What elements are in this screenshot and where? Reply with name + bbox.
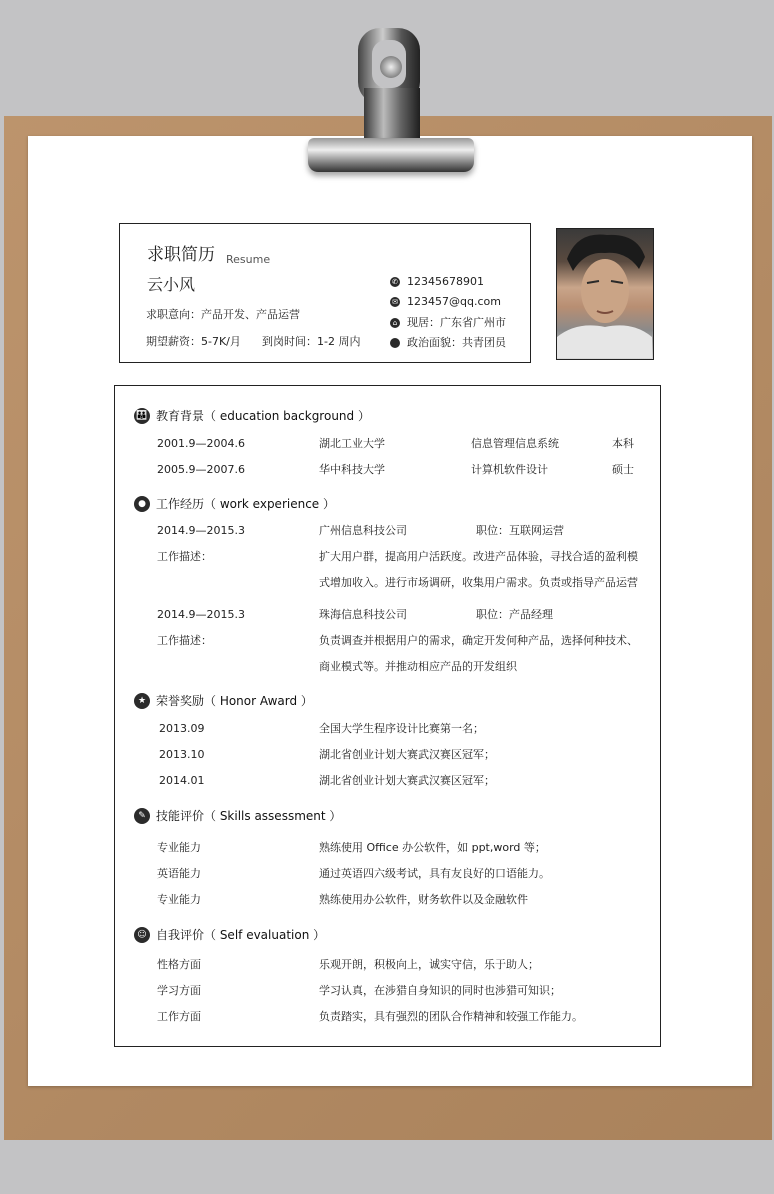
honor-date: 2013.09 [159, 722, 205, 735]
resume-title-en: Resume [226, 253, 271, 266]
contact-phone: 12345678901 [407, 275, 484, 288]
education-title: 教育背景（ education background ） [156, 409, 370, 423]
work-icon: ● [134, 496, 150, 512]
profile-photo [556, 228, 654, 360]
self-label: 性格方面 [157, 958, 201, 971]
honor-text: 湖北省创业计划大赛武汉赛区冠军； [319, 748, 495, 761]
skills-icon: ✎ [134, 808, 150, 824]
honor-title: 荣誉奖励（ Honor Award ） [156, 694, 313, 708]
edu-school: 华中科技大学 [319, 463, 385, 476]
edu-major: 计算机软件设计 [471, 463, 548, 476]
edu-date: 2005.9—2007.6 [157, 463, 245, 476]
edu-major: 信息管理信息系统 [471, 437, 559, 450]
self-text: 乐观开朗，积极向上，诚实守信，乐于助人； [319, 958, 539, 971]
candidate-name: 云小风 [147, 275, 196, 294]
email-icon: ✉ [390, 297, 400, 307]
contact-email: 123457@qq.com [407, 295, 501, 308]
work-position: 职位：产品经理 [476, 608, 553, 621]
self-label: 工作方面 [157, 1010, 201, 1023]
work-desc-label: 工作描述： [157, 550, 212, 563]
skill-text: 通过英语四六级考试，具有友良好的口语能力。 [319, 867, 550, 880]
arrival-time: 到岗时间：1-2 周内 [262, 335, 361, 348]
resume-title: 求职简历 [147, 245, 215, 265]
work-company: 珠海信息科技公司 [319, 608, 407, 621]
contact-politics: 政治面貌：共青团员 [407, 336, 506, 349]
education-icon: 👪 [134, 408, 150, 424]
self-title: 自我评价（ Self evaluation ） [156, 928, 326, 942]
contact-location: 现居：广东省广州市 [407, 316, 506, 329]
honor-date: 2014.01 [159, 774, 205, 787]
skills-title: 技能评价（ Skills assessment ） [156, 809, 342, 823]
job-intent: 求职意向：产品开发、产品运营 [146, 308, 300, 321]
honor-text: 全国大学生程序设计比赛第一名； [319, 722, 484, 735]
self-label: 学习方面 [157, 984, 201, 997]
expected-salary: 期望薪资：5-7K/月 [146, 335, 241, 348]
skill-label: 专业能力 [157, 841, 201, 854]
honor-text: 湖北省创业计划大赛武汉赛区冠军； [319, 774, 495, 787]
work-desc-line: 负责调查并根据用户的需求，确定开发何种产品，选择何种技术、 [319, 634, 638, 647]
work-date: 2014.9—2015.3 [157, 608, 245, 621]
edu-degree: 本科 [612, 437, 634, 450]
binder-clip-body [364, 88, 420, 144]
edu-degree: 硕士 [612, 463, 634, 476]
work-position: 职位：互联网运营 [476, 524, 564, 537]
edu-school: 湖北工业大学 [319, 437, 385, 450]
skill-label: 专业能力 [157, 893, 201, 906]
work-desc-line: 商业模式等。并推动相应产品的开发组织 [319, 660, 517, 673]
skill-label: 英语能力 [157, 867, 201, 880]
politics-icon [390, 338, 400, 348]
work-desc-line: 式增加收入。进行市场调研，收集用户需求。负责或指导产品运营 [319, 576, 638, 589]
phone-icon: ✆ [390, 277, 400, 287]
skill-text: 熟练使用 Office 办公软件，如 ppt,word 等； [319, 841, 546, 854]
self-text: 学习认真，在涉猎自身知识的同时也涉猎可知识； [319, 984, 561, 997]
location-icon: ⌂ [390, 318, 400, 328]
work-date: 2014.9—2015.3 [157, 524, 245, 537]
work-desc-label: 工作描述： [157, 634, 212, 647]
person-icon: ☺ [134, 927, 150, 943]
content-box [114, 385, 661, 1047]
binder-clip-base [308, 138, 474, 172]
star-icon: ★ [134, 693, 150, 709]
work-company: 广州信息科技公司 [319, 524, 407, 537]
self-text: 负责踏实，具有强烈的团队合作精神和较强工作能力。 [319, 1010, 583, 1023]
binder-clip-rivet [380, 56, 402, 78]
skill-text: 熟练使用办公软件，财务软件以及金融软件 [319, 893, 528, 906]
work-title: 工作经历（ work experience ） [156, 497, 335, 511]
work-desc-line: 扩大用户群，提高用户活跃度。改进产品体验，寻找合适的盈利模 [319, 550, 638, 563]
honor-date: 2013.10 [159, 748, 205, 761]
edu-date: 2001.9—2004.6 [157, 437, 245, 450]
